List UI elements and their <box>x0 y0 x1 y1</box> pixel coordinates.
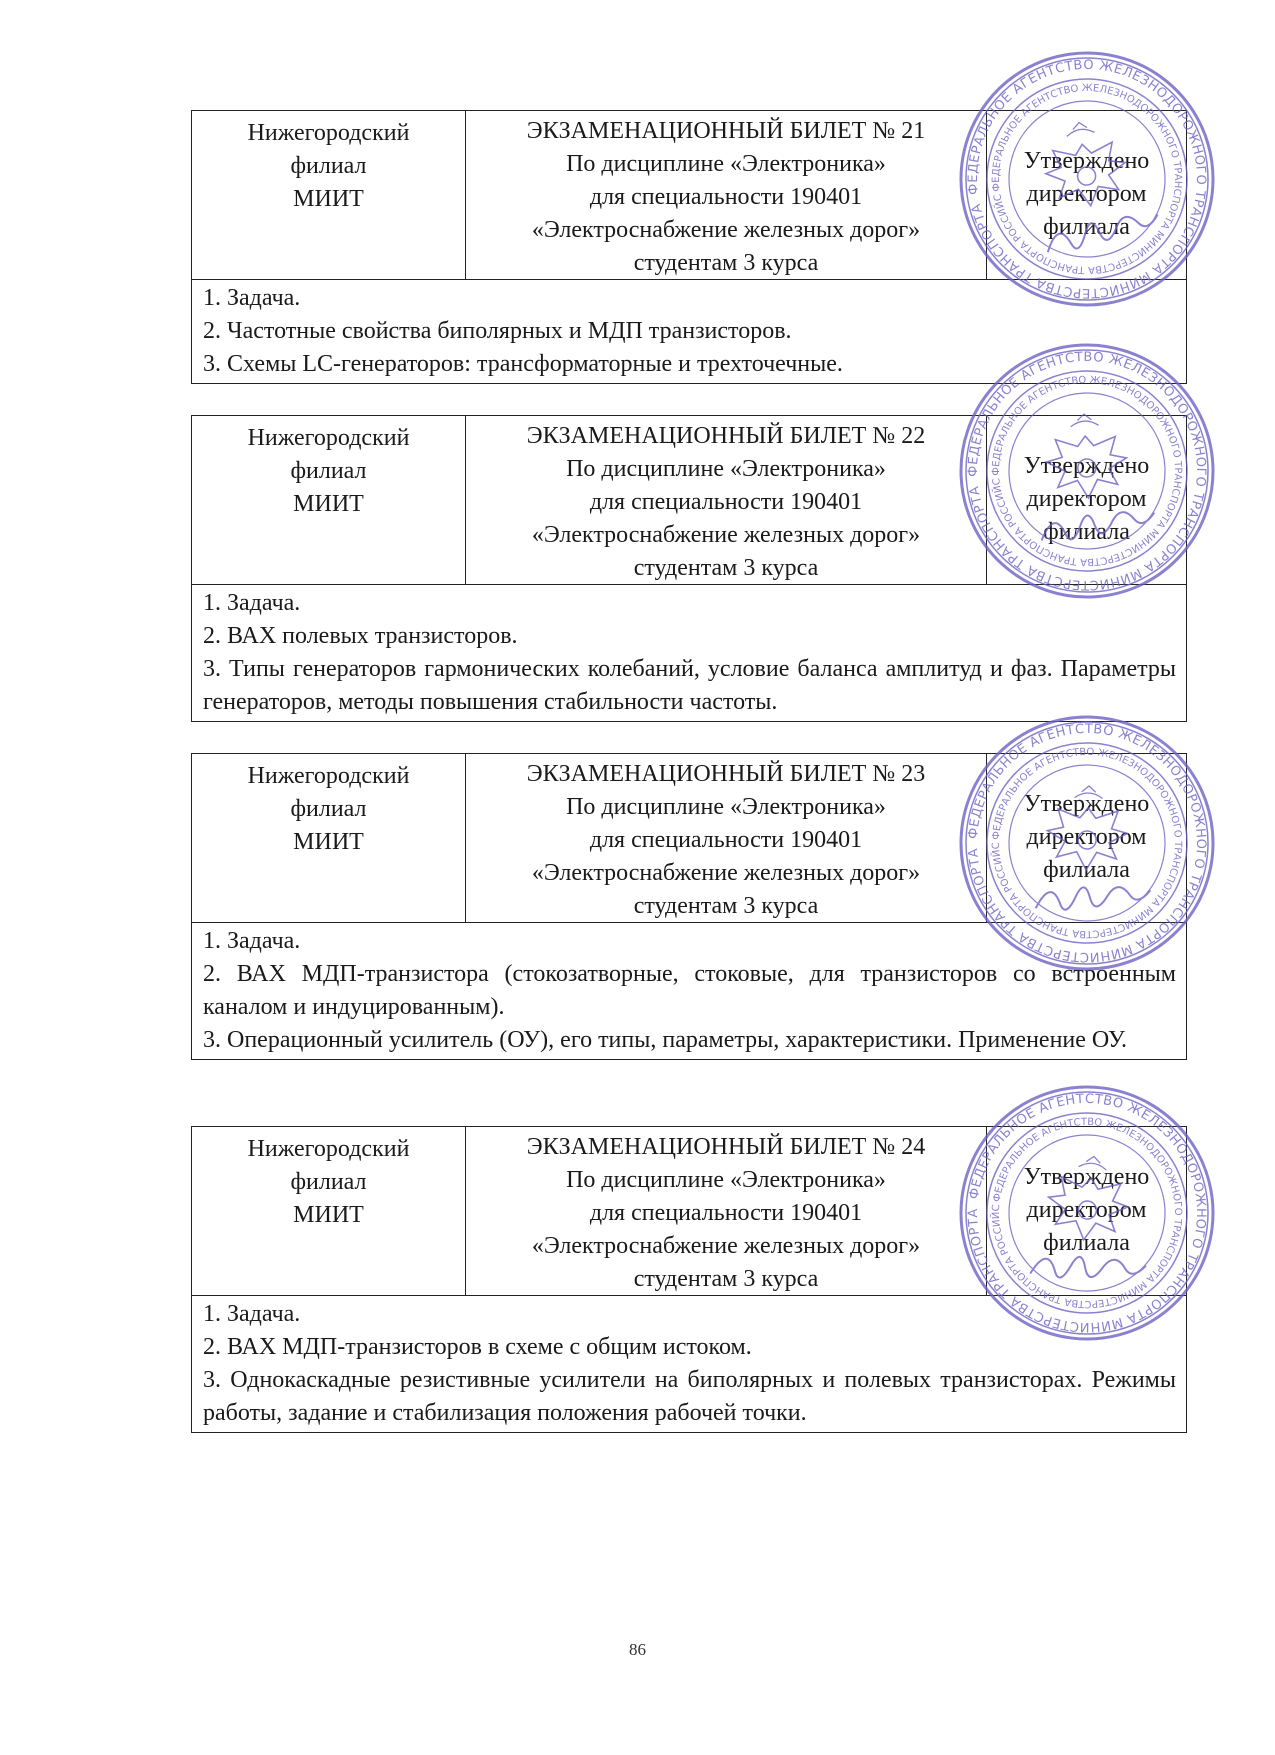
specialty-name: «Электроснабжение железных дорог» <box>531 860 921 886</box>
question: 2. Частотные свойства биполярных и МДП транзисторов. <box>203 318 792 344</box>
org-line: МИИТ <box>293 829 364 855</box>
org-line: МИИТ <box>293 491 364 517</box>
ticket-header <box>192 754 1186 923</box>
approval-line: Утверждено <box>1023 453 1150 479</box>
org-line: филиал <box>290 1169 367 1195</box>
approval-cell <box>987 416 1186 584</box>
specialty-name: «Электроснабжение железных дорог» <box>531 1233 921 1259</box>
org-line: филиал <box>290 458 367 484</box>
specialty: для специальности 190401 <box>589 489 863 515</box>
svg-text:ФЕДЕРАЛЬНОЕ АГЕНТСТВО ЖЕЛЕЗНОД: ФЕДЕРАЛЬНОЕ АГЕНТСТВО ЖЕЛЕЗНОДОРОЖНОГО ТРАНСПОРТА МИНИСТЕРСТВА ТРАНСПОРТА РОССИЙСКОЙ <box>990 1116 1184 1310</box>
approval-line: филиала <box>1043 519 1130 545</box>
approval-line: филиала <box>1043 1230 1130 1256</box>
org-line: Нижегородский <box>247 425 410 451</box>
ticket-title: ЭКЗАМЕНАЦИОННЫЙ БИЛЕТ № 24 <box>526 1134 926 1160</box>
org-cell <box>192 1127 466 1295</box>
question: 3. Типы генераторов гармонических колебаний, условие баланса амплитуд и фаз. Параметры генераторов, методы повышения стабильности частоты. <box>203 656 1176 715</box>
approval-cell <box>987 111 1186 279</box>
approval-line: Утверждено <box>1023 148 1150 174</box>
approval-line: директором <box>1026 824 1147 850</box>
discipline: По дисциплине «Электроника» <box>566 794 886 820</box>
ticket-questions <box>192 280 1186 383</box>
question: 3. Однокаскадные резистивные усилители на биполярных и полевых транзисторах. Режимы работы, задание и стабилизация положения рабочей точки. <box>203 1367 1176 1426</box>
approval-line: Утверждено <box>1023 791 1150 817</box>
svg-text:ФЕДЕРАЛЬНОЕ АГЕНТСТВО ЖЕЛЕЗНОД: ФЕДЕРАЛЬНОЕ АГЕНТСТВО ЖЕЛЕЗНОДОРОЖНОГО ТРАНСПОРТА МИНИСТЕРСТВА ТРАНСПОРТА РОССИЙСКОЙ <box>990 82 1184 276</box>
approval-line: директором <box>1026 486 1147 512</box>
ticket-header <box>192 111 1186 280</box>
approval-line: директором <box>1026 1197 1147 1223</box>
question: 1. Задача. <box>203 590 301 616</box>
ticket-title: ЭКЗАМЕНАЦИОННЫЙ БИЛЕТ № 23 <box>526 761 926 787</box>
specialty: для специальности 190401 <box>589 184 863 210</box>
question: 2. ВАХ полевых транзисторов. <box>203 623 518 649</box>
discipline: По дисциплине «Электроника» <box>566 151 886 177</box>
question: 3. Операционный усилитель (ОУ), его типы, параметры, характеристики. Применение ОУ. <box>203 1027 1127 1053</box>
discipline: По дисциплине «Электроника» <box>566 456 886 482</box>
approval-line: директором <box>1026 181 1147 207</box>
ticket-header <box>192 1127 1186 1296</box>
svg-text:ФЕДЕРАЛЬНОЕ АГЕНТСТВО ЖЕЛЕЗНОД: ФЕДЕРАЛЬНОЕ АГЕНТСТВО ЖЕЛЕЗНОДОРОЖНОГО ТРАНСПОРТА МИНИСТЕРСТВА ТРАНСПОРТА <box>965 57 1209 301</box>
org-line: Нижегородский <box>247 763 410 789</box>
specialty-name: «Электроснабжение железных дорог» <box>531 522 921 548</box>
org-cell <box>192 754 466 922</box>
org-line: МИИТ <box>293 1202 364 1228</box>
approval-line: филиала <box>1043 214 1130 240</box>
svg-text:ФЕДЕРАЛЬНОЕ АГЕНТСТВО ЖЕЛЕЗНОД: ФЕДЕРАЛЬНОЕ АГЕНТСТВО ЖЕЛЕЗНОДОРОЖНОГО ТРАНСПОРТА МИНИСТЕРСТВА ТРАНСПОРТА РОССИЙСКОЙ <box>990 374 1184 568</box>
svg-text:ФЕДЕРАЛЬНОЕ АГЕНТСТВО ЖЕЛЕЗНОД: ФЕДЕРАЛЬНОЕ АГЕНТСТВО ЖЕЛЕЗНОДОРОЖНОГО ТРАНСПОРТА МИНИСТЕРСТВА ТРАНСПОРТА <box>965 1091 1209 1335</box>
question: 1. Задача. <box>203 1301 301 1327</box>
audience: студентам 3 курса <box>633 893 819 919</box>
exam-ticket <box>191 110 1187 384</box>
org-line: Нижегородский <box>247 120 410 146</box>
svg-text:ФЕДЕРАЛЬНОЕ АГЕНТСТВО ЖЕЛЕЗНОД: ФЕДЕРАЛЬНОЕ АГЕНТСТВО ЖЕЛЕЗНОДОРОЖНОГО ТРАНСПОРТА МИНИСТЕРСТВА ТРАНСПОРТА <box>965 721 1209 965</box>
approval-cell <box>987 1127 1186 1295</box>
discipline: По дисциплине «Электроника» <box>566 1167 886 1193</box>
org-line: филиал <box>290 796 367 822</box>
question: 2. ВАХ МДП-транзистора (стокозатворные, стоковые, для транзисторов со встроенным каналом и индуцированным). <box>203 961 1176 1020</box>
org-line: Нижегородский <box>247 1136 410 1162</box>
specialty-name: «Электроснабжение железных дорог» <box>531 217 921 243</box>
exam-ticket <box>191 753 1187 1060</box>
ticket-questions <box>192 585 1186 721</box>
ticket-questions <box>192 1296 1186 1432</box>
exam-ticket <box>191 1126 1187 1433</box>
title-cell <box>466 1127 987 1295</box>
ticket-questions <box>192 923 1186 1059</box>
specialty: для специальности 190401 <box>589 827 863 853</box>
title-cell <box>466 111 987 279</box>
specialty: для специальности 190401 <box>589 1200 863 1226</box>
title-cell <box>466 754 987 922</box>
svg-text:ФЕДЕРАЛЬНОЕ АГЕНТСТВО ЖЕЛЕЗНОД: ФЕДЕРАЛЬНОЕ АГЕНТСТВО ЖЕЛЕЗНОДОРОЖНОГО ТРАНСПОРТА МИНИСТЕРСТВА ТРАНСПОРТА <box>965 349 1209 593</box>
svg-text:ФЕДЕРАЛЬНОЕ АГЕНТСТВО ЖЕЛЕЗНОД: ФЕДЕРАЛЬНОЕ АГЕНТСТВО ЖЕЛЕЗНОДОРОЖНОГО ТРАНСПОРТА МИНИСТЕРСТВА ТРАНСПОРТА РОССИЙСКОЙ <box>990 746 1184 940</box>
approval-line: Утверждено <box>1023 1164 1150 1190</box>
exam-ticket <box>191 415 1187 722</box>
org-cell <box>192 416 466 584</box>
org-cell <box>192 111 466 279</box>
org-line: МИИТ <box>293 186 364 212</box>
org-line: филиал <box>290 153 367 179</box>
audience: студентам 3 курса <box>633 1266 819 1292</box>
question: 3. Схемы LC-генераторов: трансформаторные и трехточечные. <box>203 351 843 377</box>
title-cell <box>466 416 987 584</box>
page-number: 86 <box>629 1640 646 1659</box>
question: 1. Задача. <box>203 928 301 954</box>
question: 2. ВАХ МДП-транзисторов в схеме с общим истоком. <box>203 1334 752 1360</box>
audience: студентам 3 курса <box>633 250 819 276</box>
question: 1. Задача. <box>203 285 301 311</box>
ticket-header <box>192 416 1186 585</box>
ticket-title: ЭКЗАМЕНАЦИОННЫЙ БИЛЕТ № 22 <box>526 423 926 449</box>
approval-line: филиала <box>1043 857 1130 883</box>
audience: студентам 3 курса <box>633 555 819 581</box>
approval-cell <box>987 754 1186 922</box>
ticket-title: ЭКЗАМЕНАЦИОННЫЙ БИЛЕТ № 21 <box>526 118 926 144</box>
